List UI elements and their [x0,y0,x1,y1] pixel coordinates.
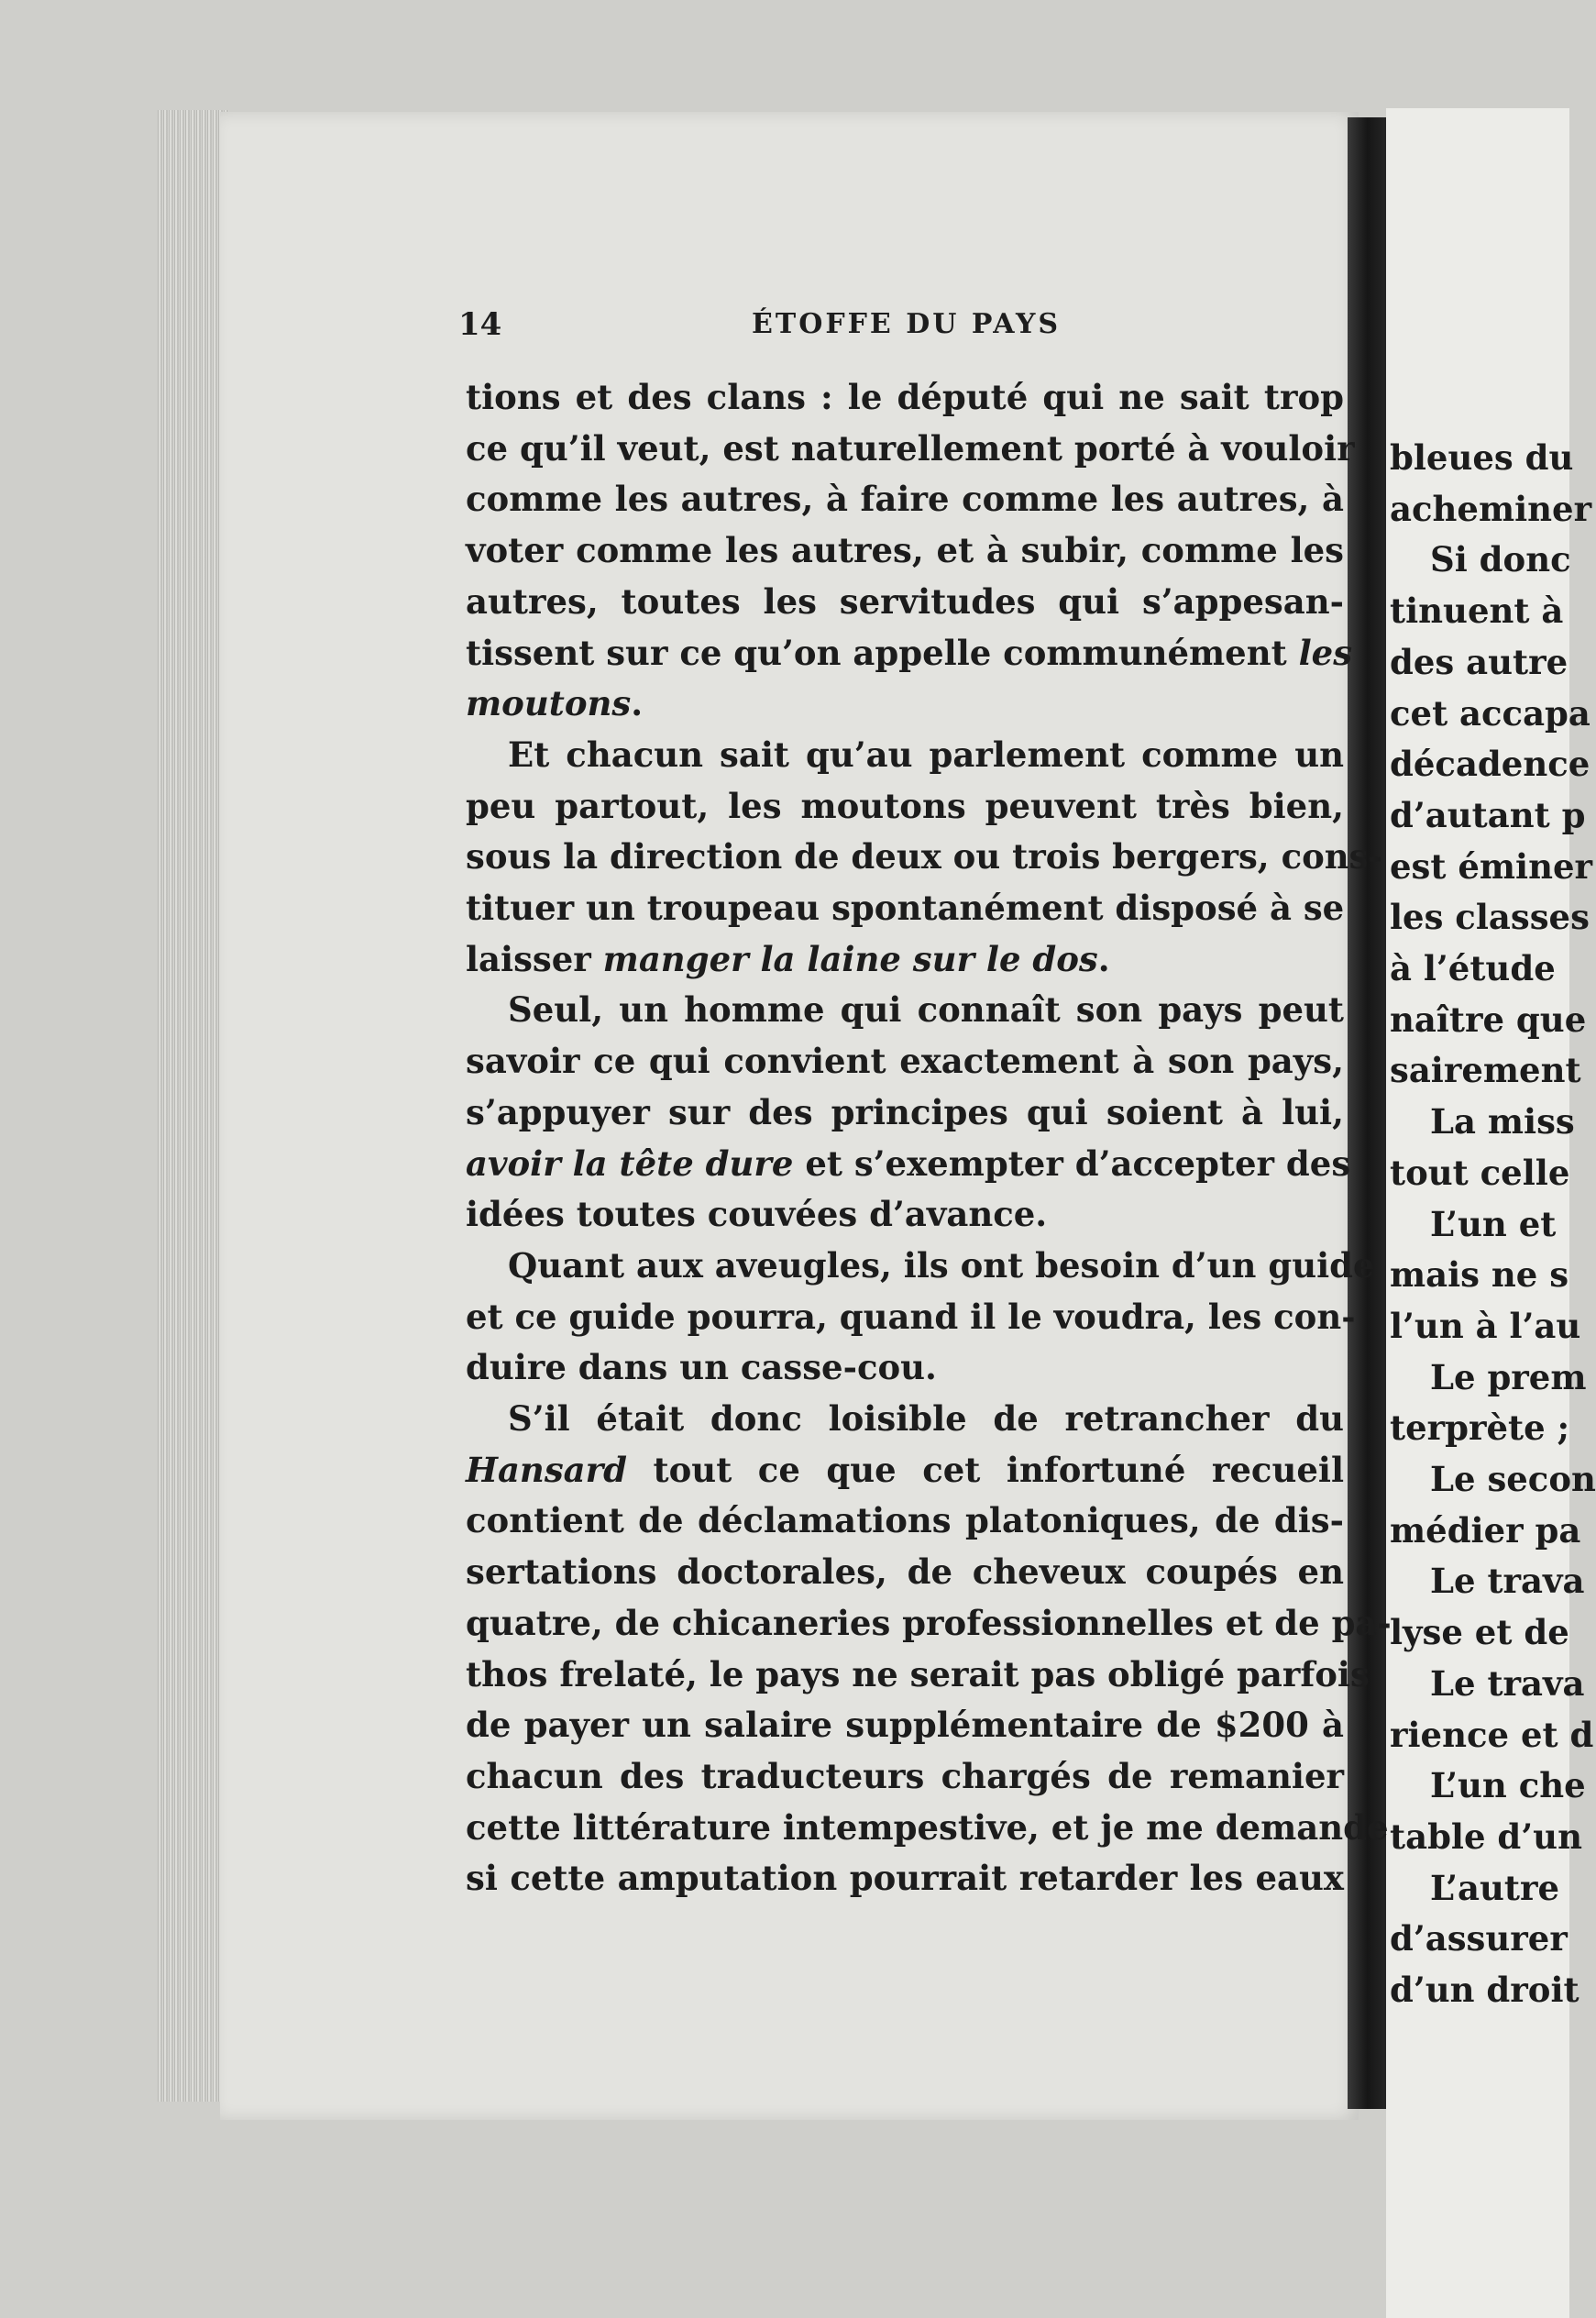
line-text: autres, toutes les servitudes qui s’appesan- [466,580,1344,622]
cropped-text-line: table d’un [1390,1816,1582,1857]
cropped-text-line: bleues du [1390,437,1574,478]
line-text: laisser [466,938,603,979]
italic-text: manger la laine sur le dos [602,938,1098,979]
text-line [466,883,1344,934]
cropped-text-line: Le secon [1430,1459,1596,1500]
cropped-text-line: tinuent à [1390,591,1564,632]
cropped-text-line: terprète ; [1390,1407,1570,1449]
line-text: . [1097,938,1110,979]
text-line [466,1803,1389,1854]
page-number: 14 [458,306,502,343]
text-line [466,985,1344,1036]
line-text: tituer un troupeau spontanément disposé à se [466,888,1345,929]
page-header [458,306,1349,352]
running-title: ÉTOFFE DU PAYS [752,308,1062,340]
line-text: Seul, un homme qui connaît son pays peut [508,989,1344,1031]
line-text: Et chacun sait qu’au parlement comme un [508,734,1344,775]
text-line [466,1394,1344,1445]
cropped-text-line: l’un à l’au [1390,1305,1581,1346]
text-line [466,1139,1351,1190]
line-text: et s’exempter d’accepter des [793,1142,1351,1184]
italic-text: Hansard [466,1449,628,1490]
text-line [466,1496,1344,1547]
cropped-text-line: des autre [1390,641,1568,682]
line-text: sertations doctorales, de cheveux coupés en [466,1551,1344,1593]
cropped-text-line: tout celle [1390,1152,1570,1193]
cropped-text-line: lyse et de [1390,1612,1569,1653]
line-text: comme les autres, à faire comme les autres, à [466,479,1344,520]
line-text: . [631,683,644,724]
text-line [466,1189,1344,1241]
italic-text: moutons [466,683,632,724]
cropped-text-line: sairement [1390,1050,1581,1091]
cropped-text-line: les classes [1390,897,1590,938]
cropped-text-line: L’autre [1430,1867,1560,1908]
line-text: idées toutes couvées d’avance. [466,1194,1048,1235]
line-text: thos frelaté, le pays ne serait pas obligé parfois [466,1653,1370,1694]
line-text: duire dans un casse-cou. [466,1347,937,1388]
line-text: savoir ce qui convient exactement à son pays, [466,1041,1344,1082]
line-text: S’il était donc loisible de retrancher du [508,1398,1344,1440]
cropped-text-line: est éminer [1390,845,1593,887]
cropped-text-line: d’autant p [1390,794,1586,835]
text-line [466,577,1344,628]
line-text: tissent sur ce qu’on appelle communément [466,632,1299,673]
text-line [466,1292,1356,1343]
line-text: tout ce que cet infortuné recueil [627,1449,1344,1490]
text-line [466,934,1344,986]
right-page-body-text [1390,433,1596,2016]
line-text: chacun des traducteurs chargés de remanier [466,1755,1344,1796]
line-text: quatre, de chicaneries professionnelles et de pa- [466,1602,1392,1643]
text-line [466,628,1353,679]
text-line [466,1087,1344,1139]
line-text: cette littérature intempestive, et je me demande [466,1806,1389,1848]
line-text: s’appuyer sur des principes qui soient à lui, [466,1091,1344,1132]
cropped-text-line: L’un che [1430,1765,1586,1806]
italic-text: les [1298,632,1353,673]
text-line [466,1036,1344,1087]
line-text: sous la direction de deux ou trois bergers, cons- [466,836,1382,878]
cropped-text-line: Le prem [1430,1356,1587,1397]
text-line [466,1700,1344,1751]
line-text: contient de déclamations platoniques, de dis- [466,1500,1344,1541]
cropped-text-line: naître que [1390,999,1587,1040]
line-text: voter comme les autres, et à subir, comme les [466,530,1344,571]
cropped-text-line: Si donc [1430,539,1571,580]
text-line [466,679,1344,730]
text-line [466,525,1344,577]
cropped-text-line: Le trava [1430,1561,1585,1602]
cropped-text-line: Le trava [1430,1662,1585,1704]
cropped-text-line: médier pa [1390,1509,1581,1551]
text-line [466,1342,1344,1394]
text-line [466,372,1344,424]
cropped-text-line: L’un et [1430,1203,1557,1244]
cropped-text-line: mais ne s [1390,1254,1569,1296]
page-stack-edges [158,110,229,2102]
cropped-text-line: cet accapa [1390,692,1590,734]
line-text: si cette amputation pourrait retarder les eaux [466,1858,1344,1899]
cropped-text-line: décadence [1390,744,1590,785]
cropped-text-line: à l’étude [1390,948,1556,989]
cropped-text-line: d’assurer [1390,1918,1568,1959]
cropped-text-line: rience et d [1390,1714,1594,1755]
line-text: tions et des clans : le député qui ne sait trop [466,377,1344,417]
text-line [466,1547,1344,1598]
line-text: de payer un salaire supplémentaire de $200 à [466,1705,1344,1746]
text-line [466,1853,1344,1904]
text-line [466,781,1344,833]
line-text: et ce guide pourra, quand il le voudra, les con- [466,1296,1356,1337]
text-line [466,1241,1375,1292]
cropped-text-line: La miss [1430,1101,1575,1142]
text-line [466,1650,1370,1701]
cropped-text-line: d’un droit [1390,1970,1579,2011]
line-text: Quant aux aveugles, ils ont besoin d’un guide [508,1244,1375,1286]
text-line [466,474,1344,525]
text-line [466,1445,1344,1496]
italic-text: avoir la tête dure [466,1142,794,1184]
left-page-body-text [466,372,1392,1904]
text-line [466,424,1355,475]
text-line [466,1598,1392,1650]
cropped-text-line: acheminer [1390,488,1592,529]
text-line [466,832,1382,883]
text-line [466,1751,1344,1803]
text-line [466,730,1344,781]
line-text: peu partout, les moutons peuvent très bien, [466,785,1344,826]
line-text: ce qu’il veut, est naturellement porté à vouloir [466,427,1355,469]
